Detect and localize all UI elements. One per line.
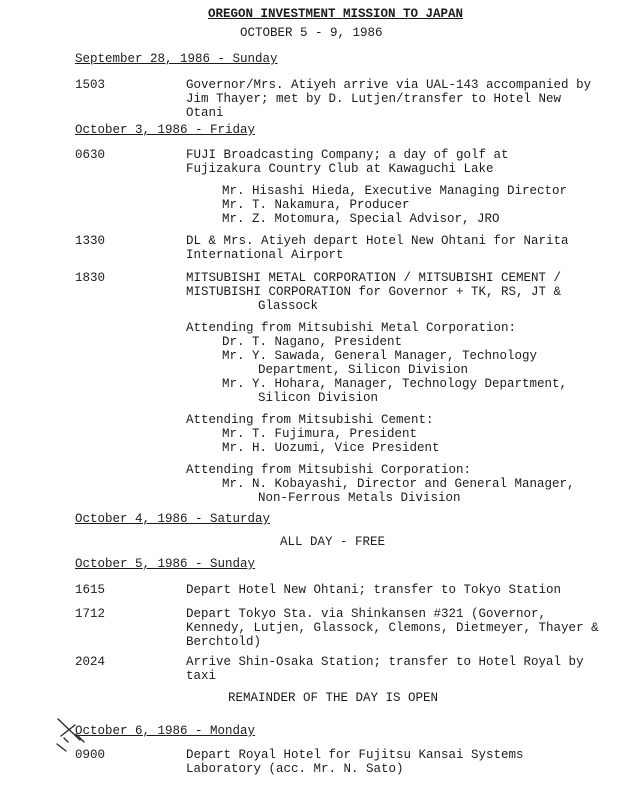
attendee: Dr. T. Nagano, President (222, 335, 403, 349)
entry-text: MITSUBISHI METAL CORPORATION / MITSUBISHI CEMENT / (186, 271, 562, 285)
entry-text: Governor/Mrs. Atiyeh arrive via UAL-143 accompanied by (186, 78, 592, 92)
entry-text: Depart Hotel New Ohtani; transfer to Tokyo Station (186, 583, 562, 597)
attendee: Mr. Z. Motomura, Special Advisor, JRO (222, 212, 500, 226)
day-heading: October 3, 1986 - Friday (75, 123, 256, 137)
day-heading: October 6, 1986 - Monday (75, 724, 256, 738)
mission-dates: OCTOBER 5 - 9, 1986 (240, 26, 383, 40)
entry-text: Laboratory (acc. Mr. N. Sato) (186, 762, 404, 776)
attending-label: Attending from Mitsubishi Cement: (186, 413, 434, 427)
entry-text: Fujizakura Country Club at Kawaguchi Lake (186, 162, 494, 176)
entry-time: 0900 (75, 748, 106, 762)
entry-time: 1330 (75, 234, 106, 248)
attendee: Mr. T. Fujimura, President (222, 427, 418, 441)
attendee: Non-Ferrous Metals Division (258, 491, 461, 505)
attending-label: Attending from Mitsubishi Corporation: (186, 463, 472, 477)
entry-text: Glassock (258, 299, 319, 313)
attendee: Department, Silicon Division (258, 363, 469, 377)
entry-time: 1830 (75, 271, 106, 285)
day-note: ALL DAY - FREE (280, 535, 386, 549)
document-title: OREGON INVESTMENT MISSION TO JAPAN (208, 7, 464, 21)
entry-text: Arrive Shin-Osaka Station; transfer to Hotel Royal by (186, 655, 584, 669)
day-heading: October 4, 1986 - Saturday (75, 512, 271, 526)
entry-text: DL & Mrs. Atiyeh depart Hotel New Ohtani for Narita (186, 234, 569, 248)
attendee: Mr. N. Kobayashi, Director and General Manager, (222, 477, 575, 491)
entry-text: International Airport (186, 248, 344, 262)
entry-time: 0630 (75, 148, 106, 162)
day-heading: September 28, 1986 - Sunday (75, 52, 278, 66)
entry-text: Depart Tokyo Sta. via Shinkansen #321 (Governor, (186, 607, 547, 621)
entry-time: 1712 (75, 607, 106, 621)
entry-time: 1503 (75, 78, 106, 92)
entry-text: Berchtold) (186, 635, 262, 649)
attending-label: Attending from Mitsubishi Metal Corporation: (186, 321, 517, 335)
entry-text: Jim Thayer; met by D. Lutjen/transfer to Hotel New (186, 92, 562, 106)
attendee: Mr. H. Uozumi, Vice President (222, 441, 440, 455)
attendee: Mr. Y. Sawada, General Manager, Technology (222, 349, 538, 363)
attendee: Mr. T. Nakamura, Producer (222, 198, 410, 212)
entry-text: taxi (186, 669, 217, 683)
entry-text: Depart Royal Hotel for Fujitsu Kansai Systems (186, 748, 524, 762)
entry-text: Otani (186, 106, 224, 120)
entry-text: FUJI Broadcasting Company; a day of golf at (186, 148, 509, 162)
attendee: Mr. Y. Hohara, Manager, Technology Department, (222, 377, 568, 391)
day-note: REMAINDER OF THE DAY IS OPEN (228, 691, 439, 705)
entry-time: 2024 (75, 655, 106, 669)
entry-time: 1615 (75, 583, 106, 597)
entry-text: MISTUBISHI CORPORATION for Governor + TK, RS, JT & (186, 285, 562, 299)
attendee: Mr. Hisashi Hieda, Executive Managing Director (222, 184, 568, 198)
entry-text: Kennedy, Lutjen, Glassock, Clemons, Dietmeyer, Thayer & (186, 621, 599, 635)
attendee: Silicon Division (258, 391, 379, 405)
day-heading: October 5, 1986 - Sunday (75, 557, 256, 571)
handwritten-check-icon (54, 716, 90, 756)
